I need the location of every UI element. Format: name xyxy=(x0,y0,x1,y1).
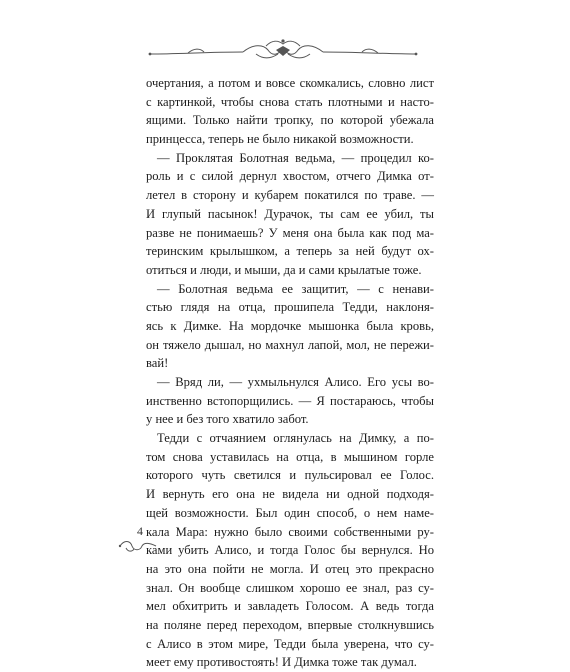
text-line: Тедди с отчаянием оглянулась на Димку, а по- xyxy=(157,431,434,446)
text-line: которого чуть светился и пульсировал ее Голос. xyxy=(146,468,434,483)
body-text xyxy=(146,74,434,672)
text-line: на это она пойти не могла. И отец это прекрасно xyxy=(146,561,434,576)
text-line: щей возможности. Был один способ, о нем наме- xyxy=(146,505,434,520)
text-line: И вернуть его она не видела ни одной подходя- xyxy=(146,487,434,502)
text-line: — Болотная ведьма ее защитит, — с ненави- xyxy=(157,281,434,296)
text-line: И глупый пасынок! Дурачок, ты сам ее убил, ты xyxy=(146,206,434,221)
text-line: стью глядя на отца, прошипела Тедди, наклоня- xyxy=(146,300,434,315)
text-line: принцесса, теперь не было никакой возможности. xyxy=(146,132,414,147)
page-number: 4 xyxy=(137,524,143,538)
text-line: он тяжело дышал, но махнул лапой, мол, не пережи- xyxy=(146,337,434,352)
text-line: летел в сторону и кубарем покатился по траве. — xyxy=(146,188,434,203)
text-line: отиться и люди, и мыши, да и сами крылатые тоже. xyxy=(146,262,422,277)
text-line: с Алисо в этом мире, Тедди была уверена, что су- xyxy=(146,636,434,651)
text-line: с картинкой, чтобы снова стать плотными и насто- xyxy=(146,94,434,109)
text-line: — Проклятая Болотная ведьма, — процедил ко- xyxy=(157,150,434,165)
text-line: очертания, а потом и вовсе скомкались, словно лист xyxy=(146,76,434,90)
decorative-vignette-icon xyxy=(148,36,418,64)
text-line: на поляне перед переходом, впервые столкнувшись xyxy=(146,617,434,632)
text-line: знал. Он вообще слишком хорошо ее знал, раз су- xyxy=(146,580,434,595)
text-line: — Вряд ли, — ухмыльнулся Алисо. Его усы во- xyxy=(157,375,434,389)
text-line: вай! xyxy=(146,356,169,371)
page-footer xyxy=(118,524,178,554)
text-line: роль и с силой дернул хвостом, отчего Димка от- xyxy=(146,169,434,184)
text-line: инственно встопорщились. — Я постараюсь, чтобы xyxy=(146,393,434,408)
text-line: ками убить Алисо, и тогда Голос бы вернулся. Но xyxy=(146,543,434,558)
text-line: том снова уставилась на отца, в мышином горле xyxy=(146,449,434,464)
text-line: мел обхитрить и завладеть Голосом. А ведь тогда xyxy=(146,599,434,614)
text-line: разве не понимаешь? У меня она была как под ма- xyxy=(146,225,434,240)
text-line: меет ему противостоять! И Димка тоже так думал. xyxy=(146,655,417,670)
text-line: ящими. Только найти тропку, по которой убежала xyxy=(146,113,434,128)
text-line: ясь к Димке. На мордочке мышонка была кровь, xyxy=(146,318,434,333)
decorative-flourish-icon xyxy=(118,536,158,554)
text-line: у нее и без того хватило забот. xyxy=(146,412,309,427)
text-line: кала Мара: нужно было своими собственными ру- xyxy=(146,524,434,539)
text-line: теринским крылышком, а теперь за ней будут ох- xyxy=(146,244,434,259)
